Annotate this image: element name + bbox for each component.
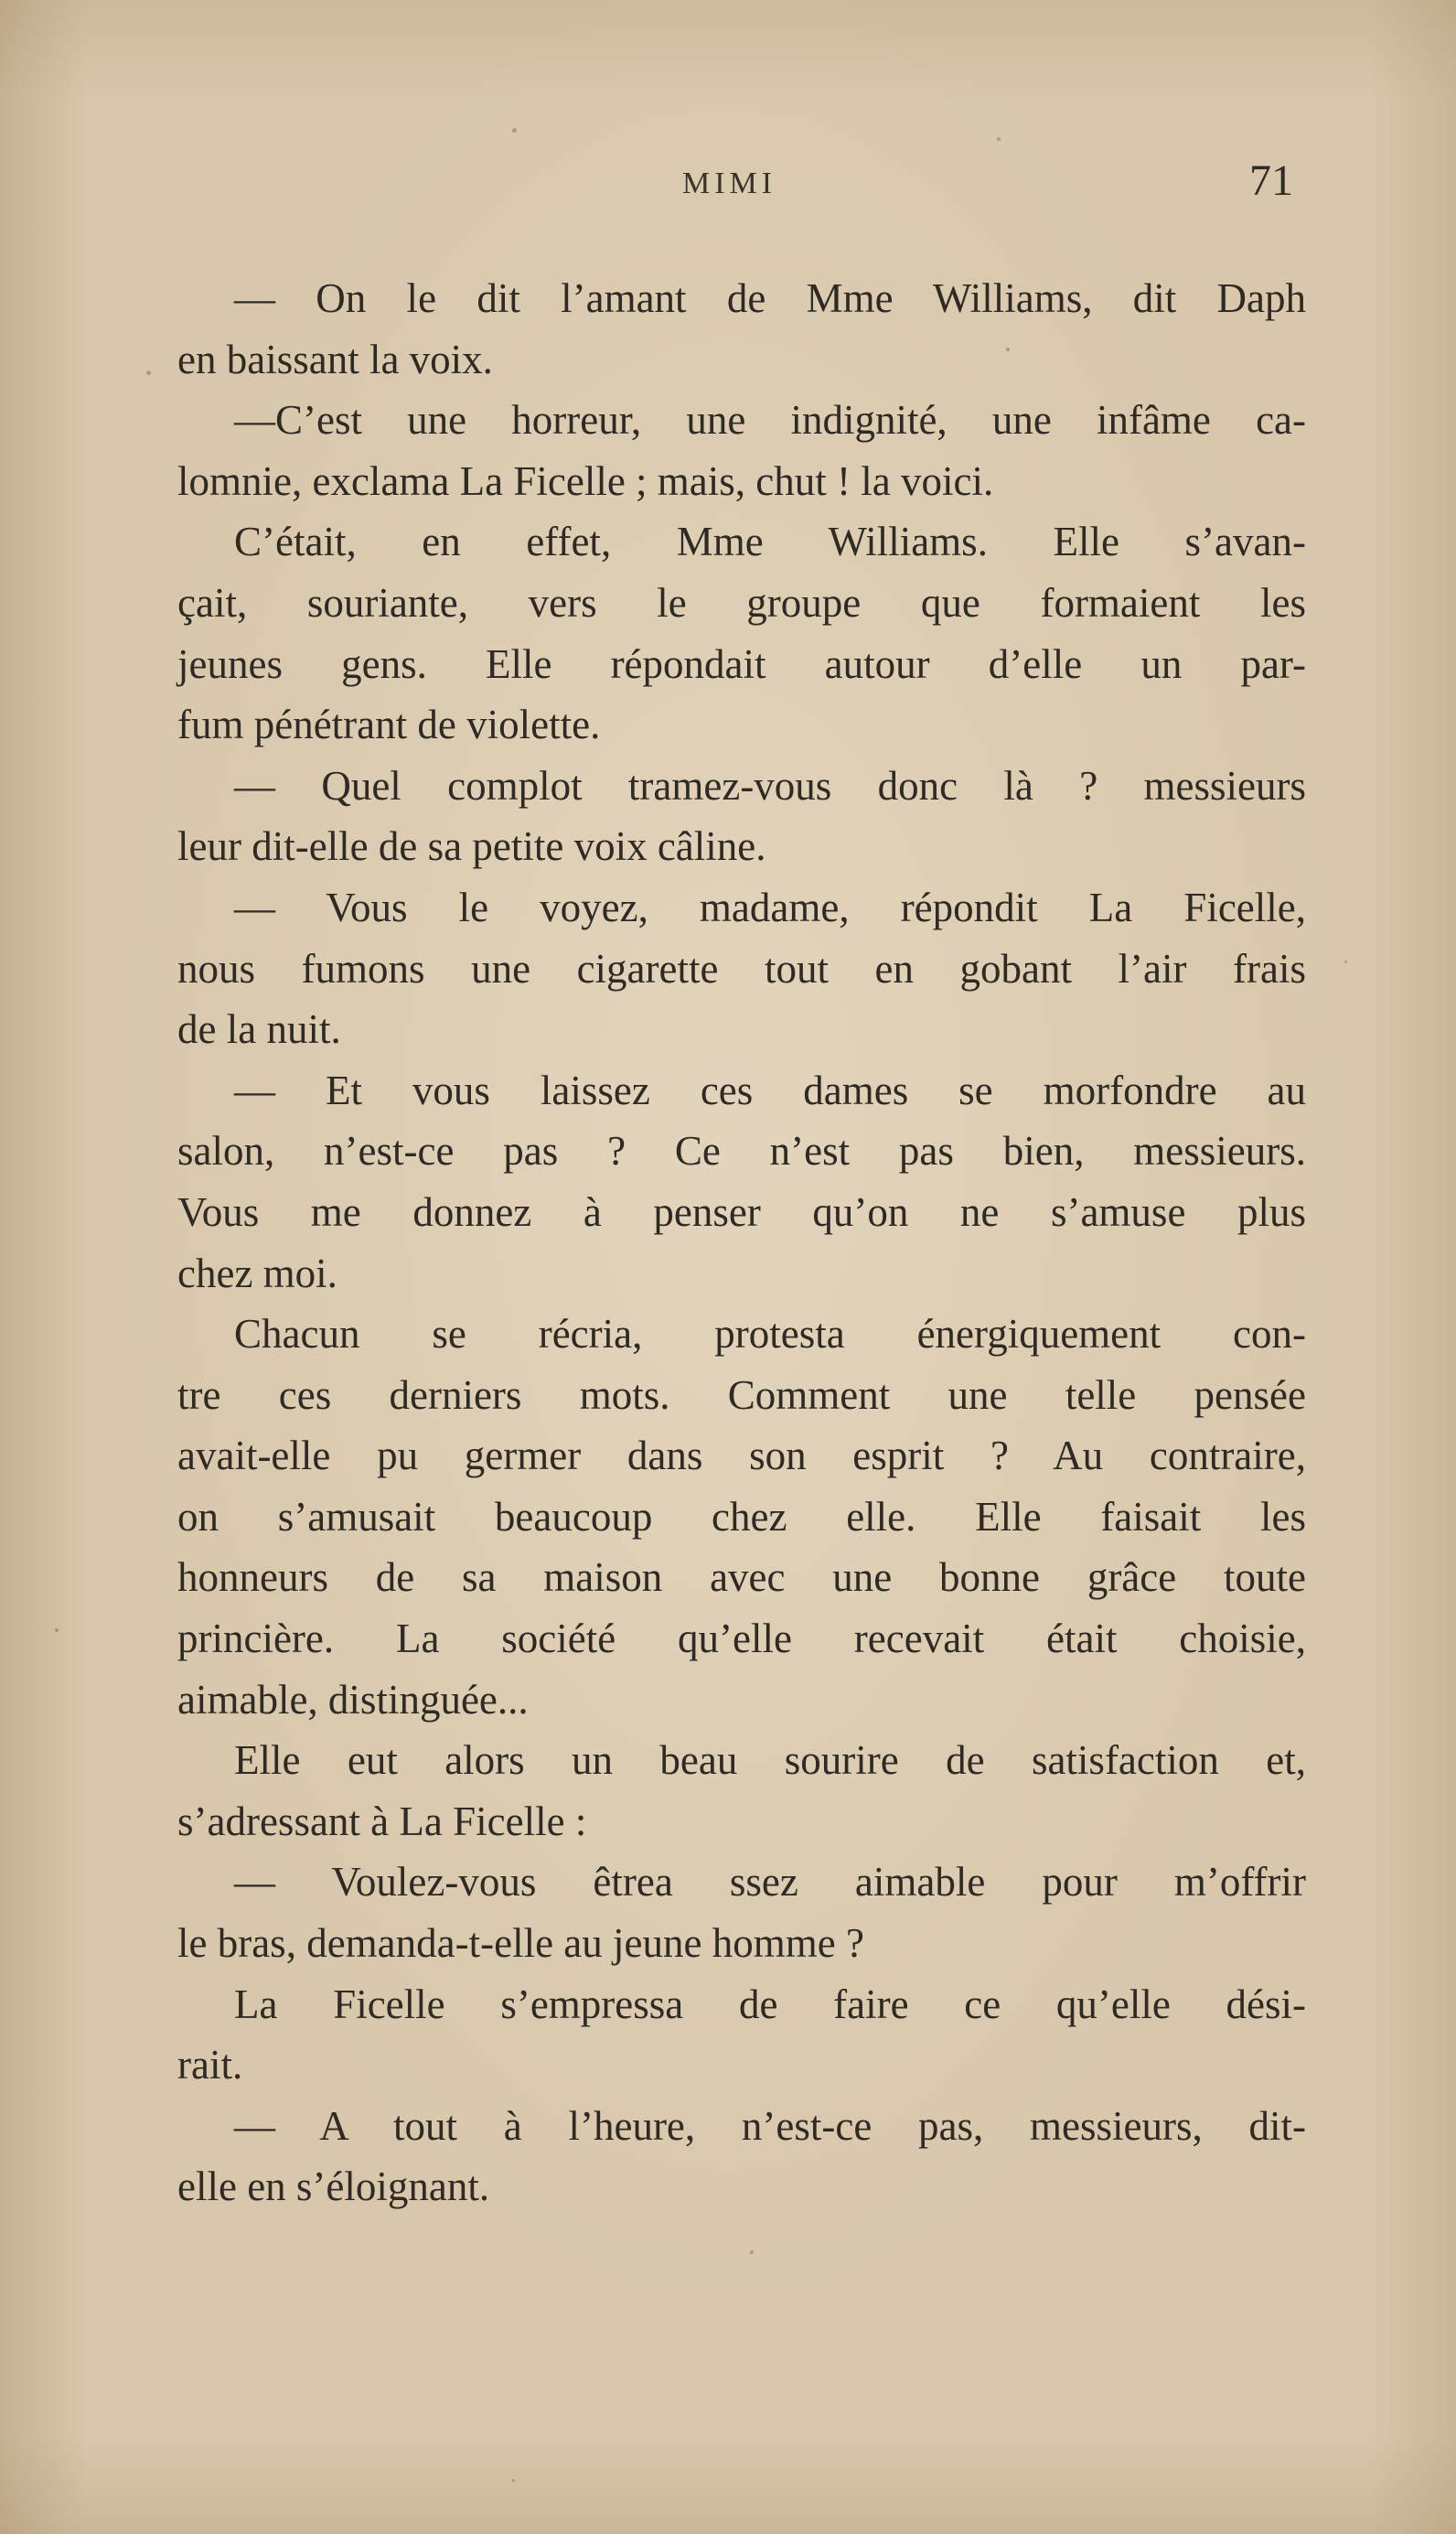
text-line: — Voulez-vous êtrea ssez aimable pour m’offrir: [234, 1859, 1306, 1906]
text-line: honneurs de sa maison avec une bonne grâce toute: [177, 1554, 1306, 1601]
text-line: Vous me donnez à penser qu’on ne s’amuse plus: [177, 1188, 1306, 1235]
paper-speck: [997, 137, 1001, 141]
text-line: on s’amusait beaucoup chez elle. Elle faisait les: [177, 1493, 1306, 1540]
text-line: princière. La société qu’elle recevait était choisie,: [177, 1616, 1306, 1662]
text-line: —C’est une horreur, une indignité, une infâme ca-: [234, 397, 1306, 444]
text-line: jeunes gens. Elle répondait autour d’elle un par-: [177, 640, 1306, 687]
text-line: Elle eut alors un beau sourire de satisfaction et,: [234, 1737, 1306, 1784]
text-line: Chacun se récria, protesta énergiquement con-: [234, 1311, 1306, 1358]
text-line: nous fumons une cigarette tout en gobant l’air frais: [177, 945, 1306, 992]
text-line: — Quel complot tramez-vous donc là ? messieurs: [234, 762, 1306, 809]
paper-speck: [512, 2479, 515, 2482]
text-line: le bras, demanda-t-elle au jeune homme ?: [177, 1920, 864, 1967]
text-line: elle en s’éloignant.: [177, 2164, 490, 2210]
text-line: s’adressant à La Ficelle :: [177, 1798, 587, 1844]
text-line: aimable, distinguée...: [177, 1676, 529, 1723]
text-line: — A tout à l’heure, n’est-ce pas, messieurs, dit-: [234, 2102, 1306, 2149]
text-line: — Vous le voyez, madame, répondit La Ficelle,: [234, 884, 1306, 930]
paper-speck: [512, 128, 517, 133]
text-line: — On le dit l’amant de Mme Williams, dit Daph: [234, 275, 1306, 321]
running-title: MIMI: [682, 166, 777, 200]
text-line: rait.: [177, 2042, 243, 2088]
text-line: leur dit-elle de sa petite voix câline.: [177, 823, 766, 870]
paper-speck: [55, 1628, 59, 1632]
running-head: [0, 156, 1456, 210]
text-line: La Ficelle s’empressa de faire ce qu’elle dési-: [234, 1981, 1306, 2027]
paper-speck: [1006, 348, 1010, 351]
text-line: salon, n’est-ce pas ? Ce n’est pas bien, messieurs.: [177, 1128, 1306, 1175]
paper-speck: [750, 2250, 754, 2254]
text-line: lomnie, exclama La Ficelle ; mais, chut ! la voici.: [177, 457, 994, 504]
page-number: 71: [1249, 156, 1293, 205]
text-line: chez moi.: [177, 1250, 337, 1296]
paper-speck: [1344, 961, 1347, 963]
paper-speck: [146, 370, 151, 375]
text-line: de la nuit.: [177, 1006, 341, 1053]
text-line: tre ces derniers mots. Comment une telle pensée: [177, 1371, 1306, 1418]
body-text: [177, 268, 1306, 2217]
text-line: fum pénétrant de violette.: [177, 702, 601, 748]
text-line: avait-elle pu germer dans son esprit ? Au contraire,: [177, 1433, 1306, 1479]
text-line: çait, souriante, vers le groupe que formaient les: [177, 579, 1306, 626]
text-line: — Et vous laissez ces dames se morfondre au: [234, 1067, 1306, 1113]
text-line: C’était, en effet, Mme Williams. Elle s’avan-: [234, 519, 1306, 565]
text-line: en baissant la voix.: [177, 336, 493, 382]
